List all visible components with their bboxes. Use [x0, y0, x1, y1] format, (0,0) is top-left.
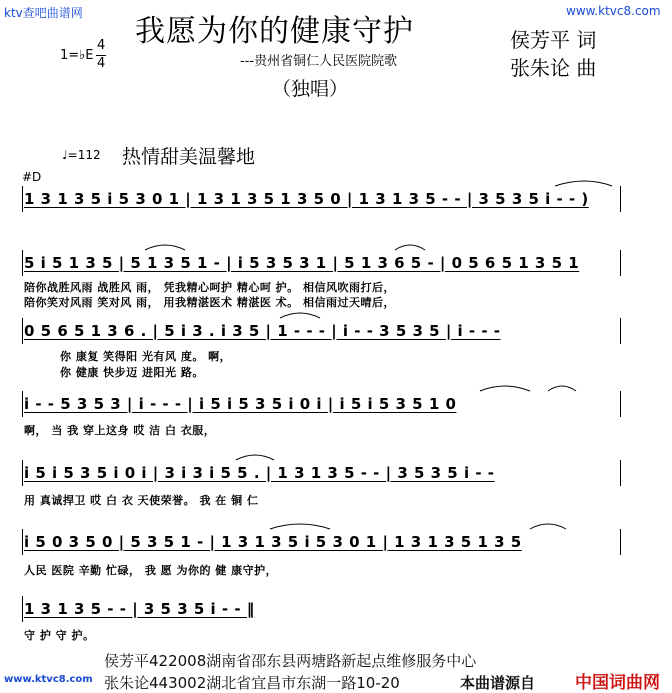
footer-site-name[interactable]: 中国词曲网	[575, 673, 660, 693]
performance-type: （独唱）	[272, 78, 349, 100]
notation-line-4: i - - 5 3 5 3 | i - - - | i 5 i 5 3 5 i 0 i | i 5 i 5 3 5 1 0	[24, 395, 457, 413]
lyric-line-2a: 陪你战胜风雨 战胜风 雨， 凭我精心呵护 精心呵 护。 相信风吹雨打后，	[24, 281, 395, 294]
lyric-line-2b: 陪你笑对风雨 笑对风 雨， 用我精湛医术 精湛医 术。 相信雨过天晴后，	[24, 296, 395, 309]
lyric-line-3b: 你 健康 快步迈 进阳光 路。	[60, 366, 204, 379]
notation-line-1: 1 3 1 3 5 i 5 3 0 1 | 1 3 1 3 5 1 3 5 0 | 1 3 1 3 5 - - | 3 5 3 5 i - - )	[24, 190, 589, 208]
footer-lyricist-address: 侯芳平422008湖南省邵东县两塘路新起点维修服务中心	[104, 652, 477, 670]
tempo-marking: ♩=112	[62, 148, 101, 162]
lyric-line-6a: 人民 医院 辛勤 忙碌， 我 愿 为你的 健 康守护，	[24, 564, 278, 577]
lyric-line-7a: 守 护 守 护。	[24, 629, 95, 642]
footer-source-label: 本曲谱源自	[460, 674, 536, 692]
watermark-top-right: www.ktvc8.com	[566, 4, 661, 18]
composer-credit: 张朱论 曲	[510, 56, 597, 80]
notation-line-7: 1 3 1 3 5 - - | 3 5 3 5 i - - ‖	[24, 600, 255, 618]
song-subtitle: ---贵州省铜仁人民医院院歌	[240, 54, 398, 69]
song-title: 我愿为你的健康守护	[135, 14, 414, 49]
key-signature: 1=♭E	[60, 48, 94, 63]
time-signature-top: 4	[97, 38, 106, 53]
lyric-line-4a: 啊， 当 我 穿上这身 哎 洁 白 衣服，	[24, 424, 216, 437]
footer-site-url[interactable]: www.ktvc8.com	[4, 674, 93, 685]
watermark-top-left: ktv查吧曲谱网	[4, 6, 83, 20]
lyricist-credit: 侯芳平 词	[510, 28, 597, 52]
notation-line-2: 5 i 5 1 3 5 | 5 1 3 5 1 - | i 5 3 5 3 1 | 5 1 3 6 5 - | 0 5 6 5 1 3 5 1	[24, 254, 580, 272]
lyric-line-5a: 用 真诚捍卫 哎 白 衣 天使荣誉。 我 在 铜 仁	[24, 494, 259, 507]
notation-line-6: i 5 0 3 5 0 | 5 3 5 1 - | 1 3 1 3 5 i 5 3 0 1 | 1 3 1 3 5 1 3 5	[24, 533, 522, 551]
time-signature-bottom: 4	[97, 56, 106, 71]
notation-line-3: 0 5 6 5 1 3 6 . | 5 i 3 . i 3 5 | 1 - - - | i - - 3 5 3 5 | i - - -	[24, 322, 501, 340]
sharp-d-marking: #D	[22, 170, 42, 184]
expression-marking: 热情甜美温馨地	[122, 146, 256, 168]
notation-line-5: i 5 i 5 3 5 i 0 i | 3 i 3 i 5 5 . | 1 3 1 3 5 - - | 3 5 3 5 i - -	[24, 464, 495, 482]
lyric-line-3a: 你 康复 笑得阳 光有风 度。 啊，	[60, 350, 232, 363]
footer-composer-address: 张朱论443002湖北省宜昌市东湖一路10-20	[104, 674, 400, 692]
